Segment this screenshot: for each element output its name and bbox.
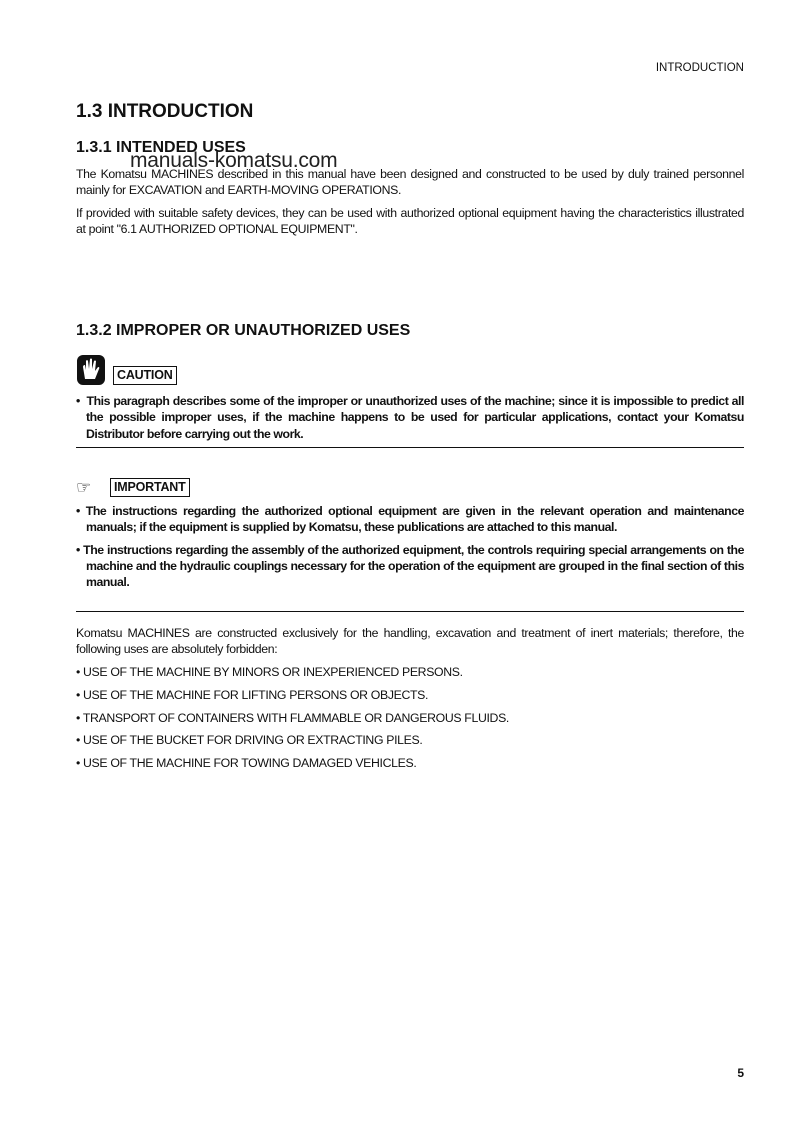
forbidden-item: • USE OF THE MACHINE FOR TOWING DAMAGED VEHICLES. bbox=[76, 756, 417, 771]
subsection-title-improper-uses: 1.3.2 IMPROPER OR UNAUTHORIZED USES bbox=[76, 322, 411, 339]
forbidden-item: • USE OF THE MACHINE BY MINORS OR INEXPERIENCED PERSONS. bbox=[76, 665, 463, 680]
caution-item: • This paragraph describes some of the improper or unauthorized uses of the machine; since it is impossible to predict all the possible improper uses, if the machine happens to be used for particular applications, contact your Komatsu Distributor before carrying out the work. bbox=[76, 394, 744, 441]
intended-uses-text bbox=[76, 166, 744, 243]
subsection-title-intended-uses: 1.3.1 INTENDED USES bbox=[76, 139, 246, 156]
watermark: manuals-komatsu.com bbox=[130, 149, 338, 172]
page-number: 5 bbox=[737, 1066, 744, 1080]
hand-stop-icon bbox=[77, 355, 105, 390]
important-list bbox=[76, 503, 744, 596]
caution-label: CAUTION bbox=[113, 366, 177, 385]
forbidden-uses bbox=[76, 625, 744, 778]
important-label: IMPORTANT bbox=[110, 478, 190, 497]
paragraph: The Komatsu MACHINES described in this manual have been designed and constructed to be used by duly trained personnel mainly for EXCAVATION and EARTH-MOVING OPERATIONS. bbox=[76, 167, 744, 198]
divider bbox=[76, 447, 744, 448]
caution-list bbox=[76, 393, 744, 448]
paragraph: If provided with suitable safety devices, they can be used with authorized optional equipment having the characteristics illustrated at point "6.1 AUTHORIZED OPTIONAL EQUIPMENT". bbox=[76, 205, 744, 236]
section-title: 1.3 INTRODUCTION bbox=[76, 101, 254, 122]
forbidden-item: • TRANSPORT OF CONTAINERS WITH FLAMMABLE OR DANGEROUS FLUIDS. bbox=[76, 710, 509, 725]
forbidden-item: • USE OF THE BUCKET FOR DRIVING OR EXTRACTING PILES. bbox=[76, 733, 423, 748]
running-header: INTRODUCTION bbox=[655, 62, 744, 74]
important-item: • The instructions regarding the assembly of the authorized equipment, the controls requiring special arrangements on the machine and the hydraulic couplings necessary for the operation of the equipment are grouped in the final section of this manual. bbox=[76, 542, 744, 590]
forbidden-intro: Komatsu MACHINES are constructed exclusively for the handling, excavation and treatment of inert materials; therefore, the following uses are absolutely forbidden: bbox=[76, 626, 744, 657]
divider bbox=[76, 611, 744, 612]
important-item: • The instructions regarding the authorized optional equipment are given in the relevant operation and maintenance manuals; if the equipment is supplied by Komatsu, these publications are attached to this manual. bbox=[76, 504, 744, 535]
forbidden-item: • USE OF THE MACHINE FOR LIFTING PERSONS OR OBJECTS. bbox=[76, 687, 429, 702]
pointing-hand-icon: ☞ bbox=[76, 478, 92, 497]
